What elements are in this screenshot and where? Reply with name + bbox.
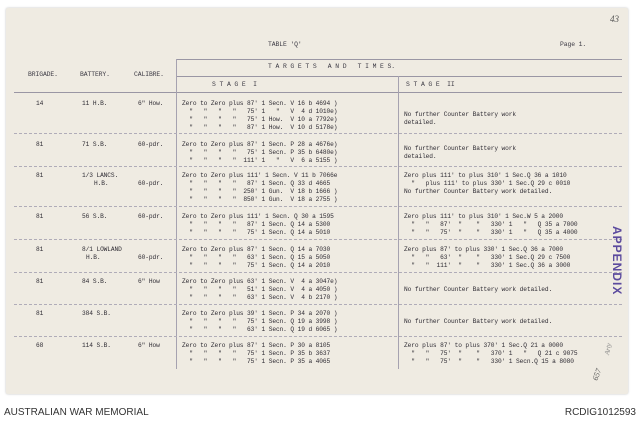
row6-calibre: 6" How xyxy=(138,278,160,285)
row-separator xyxy=(14,304,622,305)
row8-stage1-line2: " " " " 75' 1 Secn. P 35 b 3637 xyxy=(182,350,331,357)
row8-stage1-line1: Zero to Zero plus 87' 1 Secn. P 30 a 8105 xyxy=(182,342,331,349)
document-page xyxy=(6,8,628,394)
row1-stage1-line1: Zero to Zero plus 87' 1 Secn. V 16 b 4694 ) xyxy=(182,100,338,107)
row6-stage1-line1: Zero to Zero plus 63' 1 Secn. V 4 a 3047e) xyxy=(182,278,338,285)
row7-stage1-line3: " " " " 63' 1 Secn. Q 19 d 6065 ) xyxy=(182,326,338,333)
row2-stage2-line1: No further Counter Battery work xyxy=(404,145,517,152)
row3-stage1-line2: " " " " 87' 1 Secn. Q 33 d 4665 xyxy=(182,180,331,187)
row3-stage1-line4: " " " " 850' 1 Gun. V 18 a 2755 ) xyxy=(182,196,338,203)
row6-stage1-line2: " " " " 51' 1 Secn. V 4 a 4050 ) xyxy=(182,286,338,293)
row8-brigade: 68 xyxy=(36,342,44,349)
row8-stage2-line1: Zero plus 87' to plus 370' 1 Sec.Q 21 a 0000 xyxy=(404,342,563,349)
row6-stage2-line2: No further Counter Battery work detailed. xyxy=(404,286,553,293)
targets-times-heading: T A R G E T S A N D T I M E S. xyxy=(268,63,395,70)
row-separator xyxy=(14,206,622,207)
row4-stage1-line3: " " " " 75' 1 Secn. Q 14 a 5010 xyxy=(182,229,331,236)
row4-stage2-line1: Zero plus 111' to plus 310' 1 Sec.W 5 a 2000 xyxy=(404,213,563,220)
row4-stage2-line2: " " 87' " " 330' 1 " Q 35 a 7000 xyxy=(404,221,578,228)
row3-stage2-line3: No further Counter Battery work detailed. xyxy=(404,188,553,195)
row3-battery-line2: H.B. xyxy=(94,180,109,187)
folio-number: 657 xyxy=(590,367,604,382)
row5-brigade: 81 xyxy=(36,246,44,253)
rule-vertical-calibre xyxy=(176,59,177,369)
row1-brigade: 14 xyxy=(36,100,44,107)
row6-stage1-line3: " " " " 63' 1 Secn. V 4 b 2170 ) xyxy=(182,294,338,301)
row1-stage1-line2: " " " " 75' 1 " V 4 d 1010e) xyxy=(182,108,338,115)
row6-brigade: 81 xyxy=(36,278,44,285)
rule-targets-top xyxy=(176,59,622,60)
stage-1-heading: S T A G E I xyxy=(212,81,257,88)
row4-battery: 56 S.B. xyxy=(82,213,108,220)
rule-vertical-stage xyxy=(398,76,399,369)
page-stamp: 43 xyxy=(610,14,619,24)
row2-brigade: 81 xyxy=(36,141,44,148)
row4-stage1-line2: " " " " 87' 1 Secn. Q 14 a 5300 xyxy=(182,221,331,228)
col-header-battery: BATTERY. xyxy=(80,71,110,78)
footer-reference: RCDIG1012593 xyxy=(564,407,636,418)
row7-stage2-line2: No further Counter Battery work detailed. xyxy=(404,318,553,325)
rule-header-bottom xyxy=(14,92,622,93)
rule-stage-top xyxy=(176,76,622,77)
row3-stage2-line2: " plus 111' to plus 330' 1 Sec.Q 29 c 0010 xyxy=(404,180,571,187)
row5-battery: 8/1 LOWLAND xyxy=(82,246,122,253)
row7-stage1-line2: " " " " 75' 1 Secn. Q 19 a 3998 ) xyxy=(182,318,338,325)
row-separator xyxy=(14,272,622,273)
row-separator xyxy=(14,166,622,167)
row3-stage2-line1: Zero plus 111' to plus 310' 1 Sec.Q 36 a 1010 xyxy=(404,172,567,179)
row5-stage2-line3: " " 111' " " 330' 1 Sec.Q 36 a 3000 xyxy=(404,262,571,269)
row4-brigade: 81 xyxy=(36,213,44,220)
row2-stage2-line2: detailed. xyxy=(404,153,437,160)
row8-stage1-line3: " " " " 75' 1 Secn. P 35 a 4065 xyxy=(182,358,331,365)
row2-stage1-line2: " " " " 75' 1 Secn. P 35 b 6480e) xyxy=(182,149,338,156)
row1-battery: 11 H.B. xyxy=(82,100,108,107)
row2-calibre: 60-pdr. xyxy=(138,141,164,148)
row3-brigade: 81 xyxy=(36,172,44,179)
row3-stage1-line3: " " " " 250' 1 Gun. V 18 b 1666 ) xyxy=(182,188,338,195)
row5-stage1-line3: " " " " 75' 1 Secn. Q 14 a 2010 xyxy=(182,262,331,269)
col-header-calibre: CALIBRE. xyxy=(134,71,164,78)
row4-stage2-line3: " " 75' " " 330' 1 " Q 35 a 4000 xyxy=(404,229,578,236)
footer-source: AUSTRALIAN WAR MEMORIAL xyxy=(4,407,149,418)
row7-brigade: 81 xyxy=(36,310,44,317)
row1-stage1-line4: " " " " 87' 1 How. V 10 d 5178e) xyxy=(182,124,338,131)
row1-stage1-line3: " " " " 75' 1 How. V 10 a 7792e) xyxy=(182,116,338,123)
row8-calibre: 6" How xyxy=(138,342,160,349)
row5-battery-line2: H.B. xyxy=(86,254,101,261)
table-title: TABLE 'Q' xyxy=(268,41,302,48)
row3-battery: 1/3 LANCS. xyxy=(82,172,119,179)
row5-stage1-line1: Zero to Zero plus 87' 1 Secn. Q 14 a 7030 xyxy=(182,246,331,253)
row2-battery: 71 S.B. xyxy=(82,141,108,148)
row5-calibre: 60-pdr. xyxy=(138,254,164,261)
row5-stage1-line2: " " " " 63' 1 Secn. Q 15 a 5050 xyxy=(182,254,331,261)
row7-battery: 384 S.B. xyxy=(82,310,111,317)
row7-stage1-line1: Zero to Zero plus 39' 1 Secn. P 34 a 2070 ) xyxy=(182,310,338,317)
page-number: Page 1. xyxy=(560,41,587,48)
row2-stage1-line1: Zero to Zero plus 87' 1 Secn. P 28 a 4676e) xyxy=(182,141,338,148)
row8-stage2-line3: " " 75' " " 330' 1 Secn.Q 15 a 8080 xyxy=(404,358,574,365)
row1-stage2-line2: No further Counter Battery work xyxy=(404,111,517,118)
row4-calibre: 60-pdr. xyxy=(138,213,164,220)
row6-battery: 84 S.B. xyxy=(82,278,108,285)
appendix-stamp: APPENDIX xyxy=(610,226,624,296)
row-separator xyxy=(14,239,622,240)
row1-stage2-line3: detailed. xyxy=(404,119,437,126)
handwritten-annotation: Arty xyxy=(603,342,614,356)
row5-stage2-line1: Zero plus 87' to plus 330' 1 Sec.Q 36 a 7000 xyxy=(404,246,563,253)
row8-stage2-line2: " " 75' " " 370' 1 " Q 21 c 9075 xyxy=(404,350,578,357)
row3-stage1-line1: Zero to Zero plus 111' 1 Secn. V 11 b 7066e xyxy=(182,172,338,179)
row1-calibre: 6" How. xyxy=(138,100,164,107)
stage-2-heading: S T A G E II xyxy=(406,81,455,88)
row2-stage1-line3: " " " " 111' 1 " V 6 a 5155 ) xyxy=(182,157,338,164)
col-header-brigade: BRIGADE. xyxy=(28,71,58,78)
row-separator xyxy=(14,336,622,337)
row-separator xyxy=(14,133,622,134)
row8-battery: 114 S.B. xyxy=(82,342,111,349)
row4-stage1-line1: Zero to Zero plus 111' 1 Secn. Q 30 a 1595 xyxy=(182,213,334,220)
row5-stage2-line2: " " 63' " " 330' 1 Sec.Q 29 c 7500 xyxy=(404,254,571,261)
row3-calibre: 60-pdr. xyxy=(138,180,164,187)
